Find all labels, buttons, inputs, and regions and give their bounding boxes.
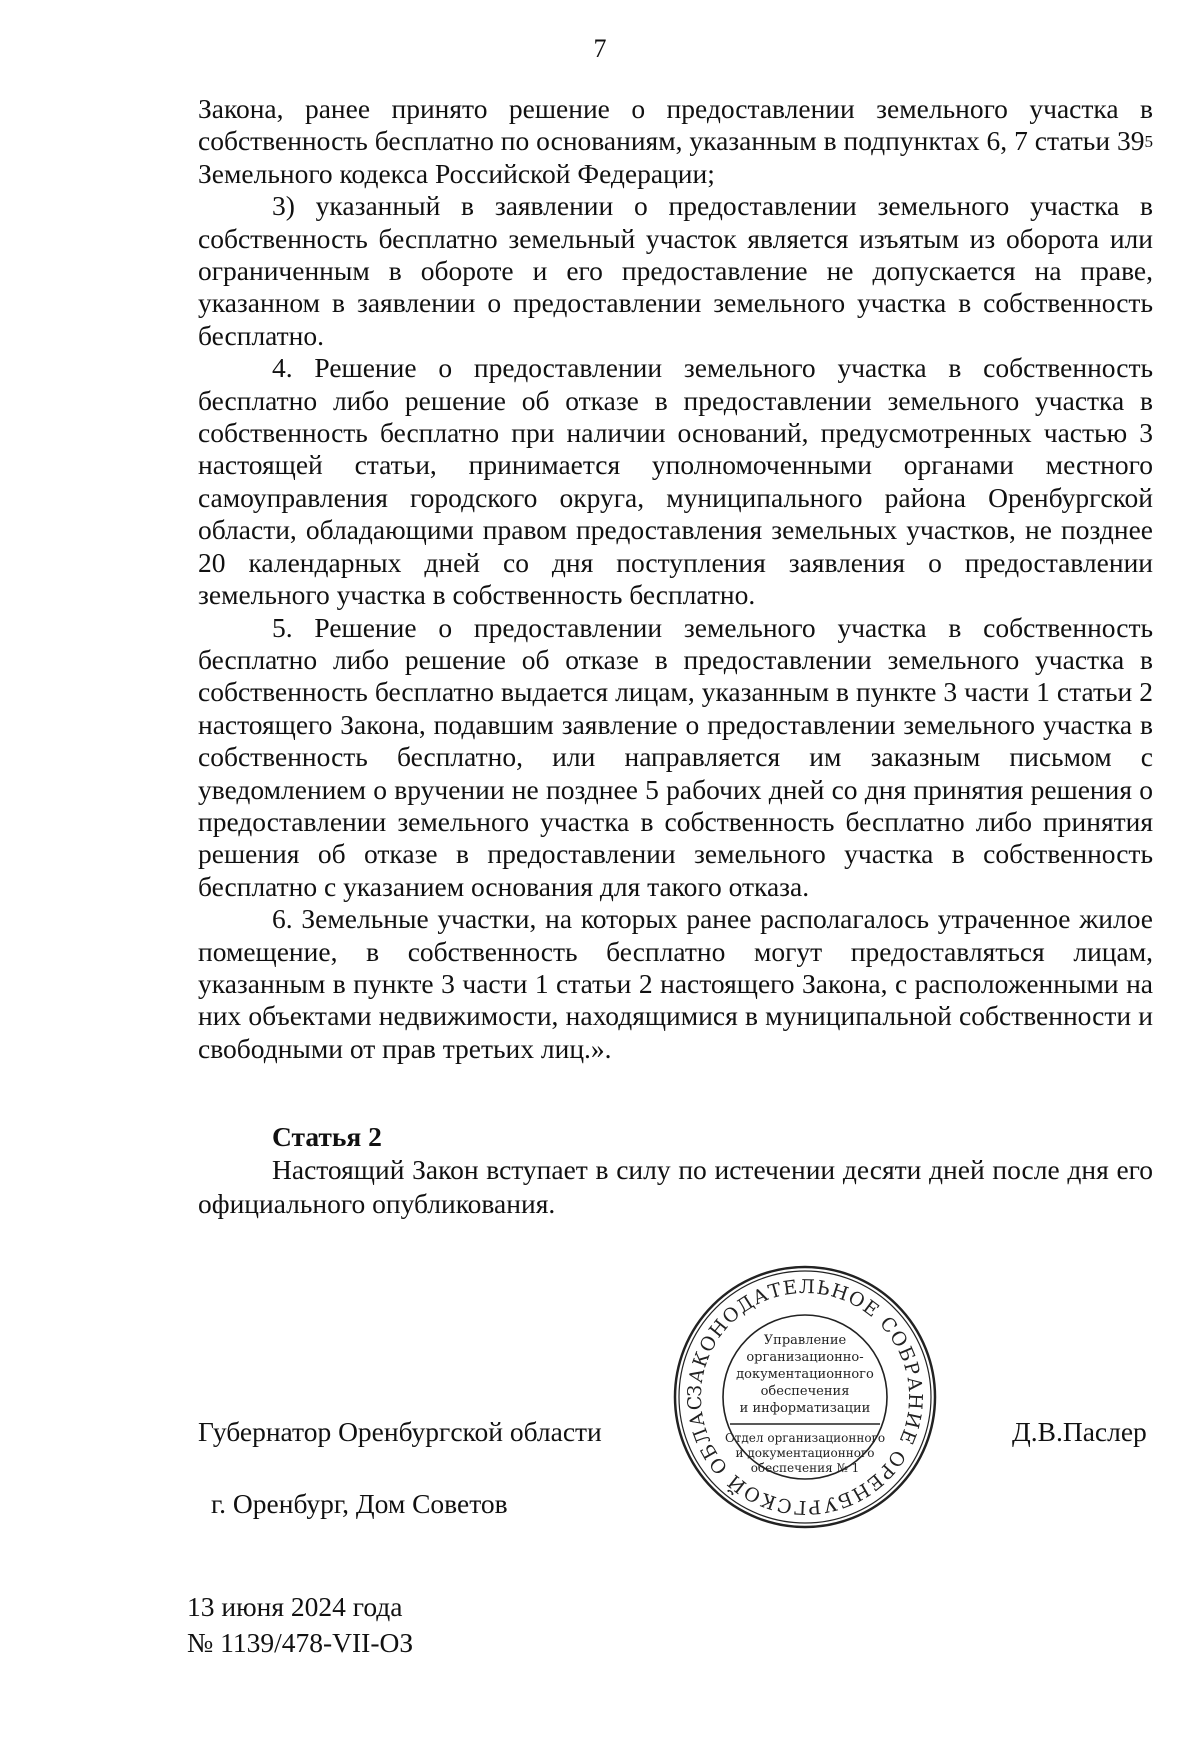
paragraph-1 xyxy=(198,93,1153,190)
stamp-department-line: обеспечения № 1 xyxy=(750,1461,860,1475)
stamp-inner-line: обеспечения xyxy=(760,1384,850,1399)
stamp-inner-line: и информатизации xyxy=(739,1401,871,1416)
stamp-inner-line: организационно- xyxy=(746,1350,864,1365)
paragraph-4: 5. Решение о предоставлении земельного участка в собственность бесплатно либо решение об отказе в предоставлении земельного участка в собственность бесплатно выдается лицам, указанным в пункте 3 части 1 статьи 2 настоящего Закона, подавшим заявление о предоставлении земельного участка в собственность бесплатно, или направляется им заказным письмом с уведомлением о вручении не позднее 5 рабочих дней со дня принятия решения о предоставлении земельного участка в собственность бесплатно либо принятия решения об отказе в предоставлении земельного участка в собственность бесплатно с указанием основания для такого отказа. xyxy=(198,611,1153,902)
stamp-department-line: Отдел организационного xyxy=(724,1431,886,1445)
stamp-inner-line: документационного xyxy=(736,1367,874,1382)
stamp-outer-text: ЗАКОНОДАТЕЛЬНОЕ СОБРАНИЕ ОРЕНБУРГСКОЙ ОБЛАС xyxy=(683,1275,927,1519)
document-number: № 1139/478-VII-ОЗ xyxy=(187,1627,414,1658)
document-body xyxy=(198,93,1153,1065)
date-line: 13 июня 2024 года xyxy=(187,1591,403,1622)
signature-title: Губернатор Оренбургской области xyxy=(198,1416,602,1447)
paragraph-2: 3) указанный в заявлении о предоставлении земельного участка в собственность бесплатно земельный участок является изъятым из оборота или ограниченным в обороте и его предоставление не допускается на праве, указанном в заявлении о предоставлении земельного участка в собственность бесплатно. xyxy=(198,190,1153,351)
paragraph-1-tail: Земельного кодекса Российской Федерации; xyxy=(198,157,715,189)
signature-name: Д.В.Паслер xyxy=(1012,1416,1147,1447)
article-heading: Статья 2 xyxy=(272,1121,382,1152)
superscript: 5 xyxy=(1144,132,1153,151)
paragraph-1-text: Закона, ранее принято решение о предоставлении земельного участка в собственность бесплатно по основаниям, указанным в подпунктах 6, 7 статьи 39 xyxy=(198,93,1153,157)
stamp-department-line: и документационного xyxy=(735,1446,875,1460)
official-stamp xyxy=(670,1262,940,1532)
stamp-inner-line: Управление xyxy=(763,1333,847,1348)
city-line: г. Оренбург, Дом Советов xyxy=(211,1488,508,1519)
page-number: 7 xyxy=(593,34,607,63)
paragraph-5: 6. Земельные участки, на которых ранее располагалось утраченное жилое помещение, в собственность бесплатно могут предоставляться лицам, указанным в пункте 3 части 1 статьи 2 настоящего Закона, с расположенными на них объектами недвижимости, находящимися в муниципальной собственности и свободными от прав третьих лиц.». xyxy=(198,903,1153,1064)
article-text: Настоящий Закон вступает в силу по истечении десяти дней после дня его официального опубликования. xyxy=(198,1154,1153,1219)
paragraph-3: 4. Решение о предоставлении земельного участка в собственность бесплатно либо решение об отказе в предоставлении земельного участка в собственность бесплатно при наличии оснований, предусмотренных частью 3 настоящей статьи, принимается уполномоченными органами местного самоуправления городского округа, муниципального района Оренбургской области, обладающими правом предоставления земельных участков, не позднее 20 календарных дней со дня поступления заявления о предоставлении земельного участка в собственность бесплатно. xyxy=(198,352,1153,611)
